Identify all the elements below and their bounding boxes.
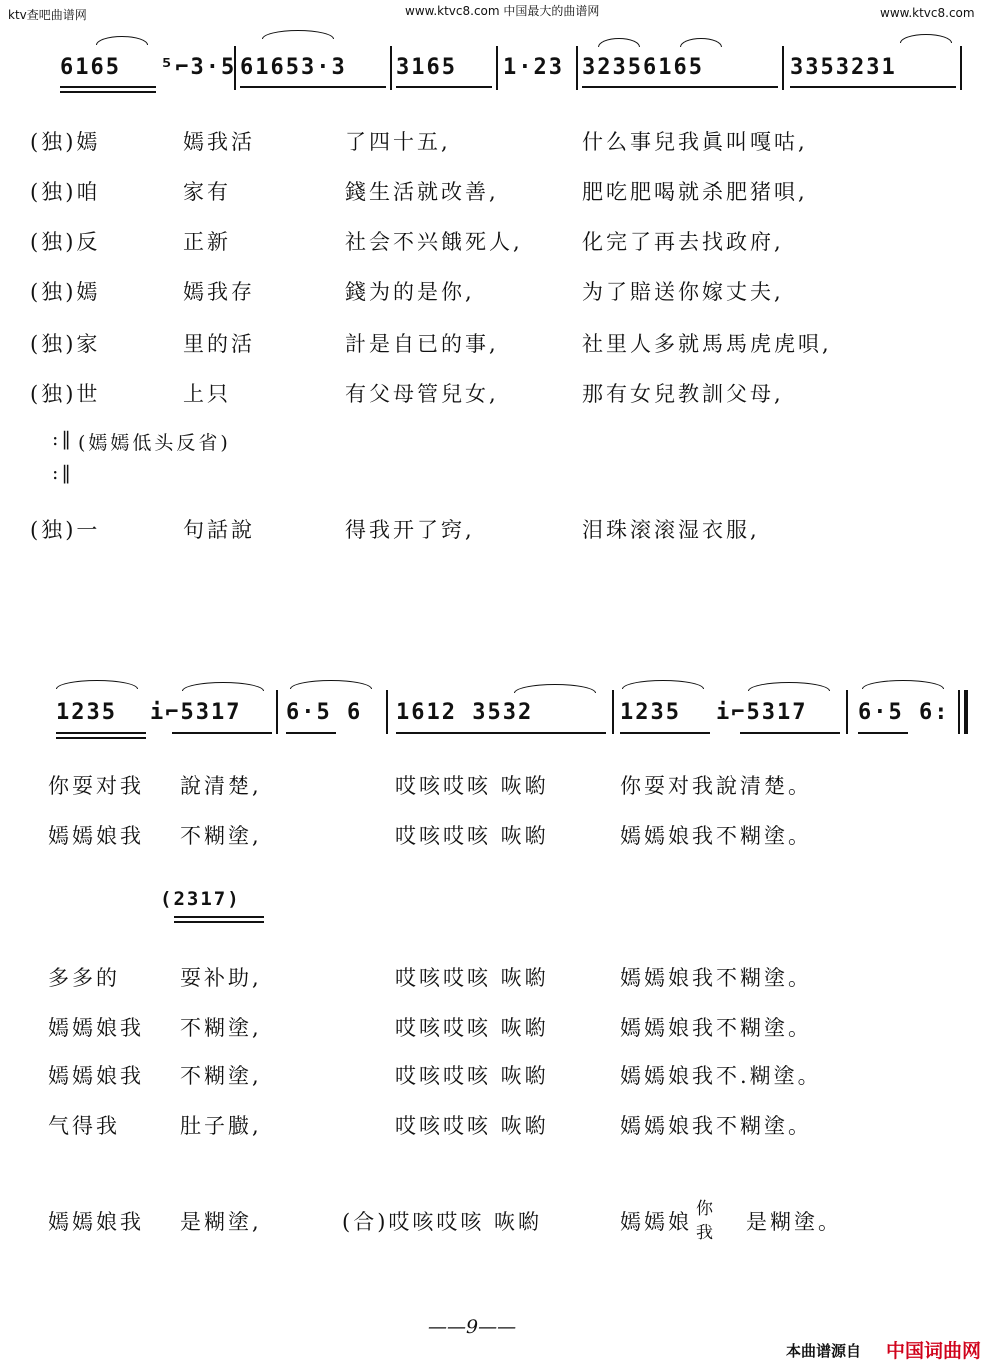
lyric-line-3-part-2: 正新 (183, 230, 231, 254)
lyric-line-2-part-3: 錢生活就改善, (345, 180, 499, 204)
final-part-4: 嫣嫣娘 (620, 1210, 692, 1234)
refrain-line-2-part-3: 哎咳哎咳 咴喲 (395, 824, 549, 848)
refrain-line-4-part-4: 嫣嫣娘我不糊塗。 (620, 1016, 812, 1040)
refrain-line-3-part-2: 耍补助, (180, 966, 262, 990)
refrain-line-5-part-3: 哎咳哎咳 咴喲 (395, 1064, 549, 1088)
barline (782, 46, 784, 90)
barline (496, 46, 498, 90)
lyric-line-3-part-1: (独)反 (30, 230, 101, 254)
lyric-line-5-part-4: 社里人多就馬馬虎虎唄, (582, 332, 832, 356)
underline (56, 737, 146, 739)
refrain-line-6-part-1: 气得我 (48, 1114, 120, 1138)
note-group: i⌐5317 (716, 700, 808, 725)
refrain-line-2-part-1: 嫣嫣娘我 (48, 824, 144, 848)
note-group: 32356165 (582, 55, 704, 80)
refrain-line-1-part-3: 哎咳哎咳 咴喲 (395, 774, 549, 798)
note-group: 6·5 6 (286, 700, 363, 725)
lyric-line-1-part-1: (独)嫣 (30, 130, 101, 154)
site-title-center: www.ktvc8.com 中国最大的曲谱网 (405, 4, 600, 18)
slur (96, 36, 148, 45)
refrain-line-6-part-3: 哎咳哎咳 咴喲 (395, 1114, 549, 1138)
lyric-line-3-part-3: 社会不兴餓死人, (345, 230, 523, 254)
final-stacked-upper: 你 (696, 1199, 713, 1219)
barline (612, 690, 614, 734)
lyric-line-4-part-2: 嫣我存 (183, 280, 255, 304)
refrain-line-3-part-4: 嫣嫣娘我不糊塗。 (620, 966, 812, 990)
repeat-mark: :‖ (52, 428, 74, 450)
refrain-line-1-part-1: 你耍对我 (48, 774, 144, 798)
underline (620, 732, 710, 734)
note-group: 6165 (60, 55, 121, 80)
slur (56, 680, 138, 689)
underline (790, 86, 956, 88)
barline (386, 690, 388, 734)
note-group: 6·5 6: (858, 700, 950, 725)
footer-source: 本曲谱源自 (786, 1342, 862, 1360)
note-group: 1235 (620, 700, 681, 725)
note-group: 3165 (396, 55, 457, 80)
refrain-line-6-part-2: 肚子臌, (180, 1114, 262, 1138)
barline (276, 690, 278, 734)
note-group: 1612 3532 (396, 700, 534, 725)
slur (514, 684, 596, 693)
note-group: 1235 (56, 700, 117, 725)
slur (182, 682, 264, 691)
barline (960, 46, 962, 90)
lyric-line-7-part-4: 泪珠滚滚湿衣服, (582, 518, 760, 542)
slur (748, 682, 830, 691)
underline (60, 86, 156, 88)
underline (396, 86, 492, 88)
refrain-line-5-part-4: 嫣嫣娘我不.糊塗。 (620, 1064, 822, 1088)
lyric-line-4-part-4: 为了賠送你嫁丈夫, (582, 280, 784, 304)
lyric-line-6-part-2: 上只 (183, 382, 231, 406)
final-part-2: 是糊塗, (180, 1210, 262, 1234)
lyric-line-2-part-2: 家有 (183, 180, 231, 204)
barline (958, 690, 960, 734)
final-stacked-lower: 我 (696, 1223, 713, 1243)
barline (576, 46, 578, 90)
refrain-line-4-part-2: 不糊塗, (180, 1016, 262, 1040)
note-group: 1·23 (503, 55, 564, 80)
refrain-line-2-part-4: 嫣嫣娘我不糊塗。 (620, 824, 812, 848)
refrain-line-3-part-1: 多多的 (48, 966, 120, 990)
slur (598, 38, 640, 47)
underline (174, 916, 264, 918)
site-url-right: www.ktvc8.com (880, 6, 975, 20)
lyric-line-3-part-4: 化完了再去找政府, (582, 230, 784, 254)
lyric-line-5-part-3: 計是自已的事, (345, 332, 499, 356)
barline (846, 690, 848, 734)
refrain-line-1-part-4: 你耍对我說清楚。 (620, 774, 812, 798)
underline (396, 732, 606, 734)
refrain-line-5-part-2: 不糊塗, (180, 1064, 262, 1088)
slur (290, 680, 372, 689)
refrain-line-4-part-1: 嫣嫣娘我 (48, 1016, 144, 1040)
repeat-mark: :‖ (52, 462, 74, 484)
refrain-line-2-part-2: 不糊塗, (180, 824, 262, 848)
final-chorus: (合)哎咳哎咳 咴喲 (342, 1210, 543, 1234)
underline (858, 732, 908, 734)
final-part-5: 是糊塗。 (746, 1210, 842, 1234)
refrain-line-4-part-3: 哎咳哎咳 咴喲 (395, 1016, 549, 1040)
lyric-line-1-part-4: 什么事兒我眞叫嘎咕, (582, 130, 808, 154)
note-group: 3353231 (790, 55, 897, 80)
slur (862, 680, 944, 689)
underline (172, 732, 272, 734)
underline (240, 86, 386, 88)
lyric-line-1-part-2: 嫣我活 (183, 130, 255, 154)
lyric-line-5-part-1: (独)家 (30, 332, 101, 356)
page-number: ——9—— (428, 1316, 517, 1338)
lyric-line-6-part-3: 有父母管兒女, (345, 382, 499, 406)
barline (390, 46, 392, 90)
lyric-line-6-part-4: 那有女兒教訓父母, (582, 382, 784, 406)
lyric-line-4-part-1: (独)嫣 (30, 280, 101, 304)
underline (174, 921, 264, 923)
underline (286, 732, 336, 734)
stage-direction: (嫣嫣低头反省) (78, 432, 231, 454)
site-title-left: ktv查吧曲谱网 (8, 8, 87, 22)
lyric-line-7-part-3: 得我开了窍, (345, 518, 475, 542)
note-group: ⁵⌐3·5 (160, 55, 237, 80)
note-group: 61653·3 (240, 55, 347, 80)
lyric-line-1-part-3: 了四十五, (345, 130, 451, 154)
lyric-line-7-part-1: (独)一 (30, 518, 101, 542)
lyric-line-4-part-3: 錢为的是你, (345, 280, 475, 304)
slur (262, 30, 334, 39)
alternate-notes: (2317) (160, 888, 241, 910)
underline (582, 86, 778, 88)
underline (56, 732, 146, 734)
slur (680, 38, 722, 47)
note-group: i⌐5317 (150, 700, 242, 725)
refrain-line-1-part-2: 說清楚, (180, 774, 262, 798)
footer-brand-link[interactable]: 中国词曲网 (886, 1340, 982, 1362)
lyric-line-5-part-2: 里的活 (183, 332, 255, 356)
slur (622, 680, 704, 689)
lyric-line-2-part-1: (独)咱 (30, 180, 101, 204)
slur (900, 34, 952, 43)
underline (60, 91, 156, 93)
lyric-line-7-part-2: 句話說 (183, 518, 255, 542)
refrain-line-6-part-4: 嫣嫣娘我不糊塗。 (620, 1114, 812, 1138)
final-part-1: 嫣嫣娘我 (48, 1210, 144, 1234)
refrain-line-3-part-3: 哎咳哎咳 咴喲 (395, 966, 549, 990)
final-barline (964, 690, 968, 734)
lyric-line-2-part-4: 肥吃肥喝就杀肥猪唄, (582, 180, 808, 204)
lyric-line-6-part-1: (独)世 (30, 382, 101, 406)
refrain-line-5-part-1: 嫣嫣娘我 (48, 1064, 144, 1088)
underline (740, 732, 840, 734)
